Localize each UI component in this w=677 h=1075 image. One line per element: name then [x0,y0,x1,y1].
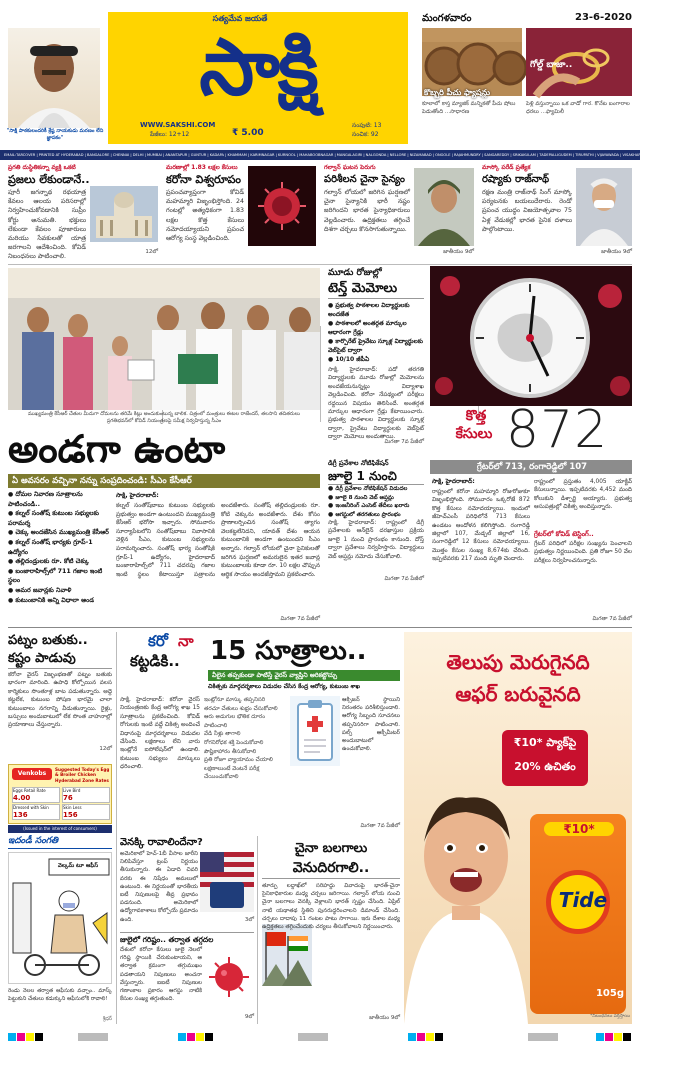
promo2-caption[interactable]: గోల్డ్ బాజా.. [530,60,573,70]
lead-photo[interactable] [8,268,320,410]
tenth-bullets [328,301,424,364]
new-cases-label2: కేసులు [455,426,493,442]
new-cases-number: 872 [506,400,609,460]
masthead-title: సాక్షి [199,22,317,113]
tide-pack-price: ₹10* [544,822,614,836]
tenth-ref: మిగతా 7వ పేజీలో [384,439,424,445]
cases-text1: రాష్ట్రంలో కరోనా మహమ్మారి రోజురోజుకూ విజృంభిస్తోంది. సోమవారం ఒక్కరోజే 872 కొత్త కేసులు నమోదయ్యాయి. ఇందులో జీహెచ్‌ఎంసీ పరిధిలోనే 713 కేసులు ఉండటం ఆందోళన కలిగిస్తోంది. రంగారెడ్డి జిల్లాలో 107, మేడ్చల్ జిల్లాలో 16, సంగారెడ్డిలో 12 కేసులు నమోదయ్యాయి. మొత్తం కేసుల సంఖ్య 8,674కు చేరింది. ఇప్పటివరకు 217 మంది మృతి చెందారు. [432,489,530,563]
story-title: కరోనా విశ్వరూపం [166,173,241,186]
cartoon[interactable] [8,836,112,1024]
city-life-story[interactable] [8,632,112,760]
venakki-ref: 3లో [244,917,254,923]
rajnath-photo [576,168,632,246]
egg-row-label: Live Bird [63,788,81,793]
tenth-top: మూడు రోజుల్లో [328,268,382,278]
sutras-pre3: కట్టడికి.. [130,652,180,670]
us-flag-passport-photo [200,852,254,912]
editions-strip: EMAIL:TARCOVER | PRINTED AT HYDERABAD | BANGALORE | CHENNAI | DELHI | MUMBAI | ANANTAPUR | GUNTUR | KADAPA | KHAMMAM | KARIMNAGAR | KURNOOL | MAHABOOBNAGAR | MANGALAGIRI | NALGONDA | NELLORE | NIZAMABAD | ONGOLE | RAJAHMUNDRY | SANGAREDDY | SRIKAKULAM | TADEPALLIGUDEM | TIRUPATHI | VIJAYAWADA | VISAKHAPATNAM | WARANGAL [0,150,640,160]
price: ₹ 5.00 [232,128,264,138]
divider [257,836,258,1024]
cartoon-masthead: ఇదండీ సంగతి [8,836,112,849]
lead-bullet: ● తల్లిదండ్రులకు రూ. కోటి చెక్కు [8,557,112,567]
divider [320,326,321,422]
sutras-text2: ఆక్సిజన్ స్థాయిని నిరంతరం పరిశీలిస్తుండాలి. ఆరోగ్య సిబ్బంది సూచనలు తప్పనిసరిగా పాటించాలి. పల్స్ ఆక్సీమీటర్ అందుబాటులో ఉంచుకోవాలి. [342,697,400,753]
tenth-memo-story[interactable] [328,266,424,456]
story-ref: 12లో [145,249,158,255]
degree-bullet: ● ఆగస్టులో తరగతులు ప్రారంభం [328,511,424,520]
degree-text: సాక్షి, హైదరాబాద్: రాష్ట్రంలో డిగ్రీ ప్రవేశాలకు ఆన్‌లైన్ దరఖాస్తుల ప్రక్రియ జూలై 1 నుంచి ప్రారంభం కానుంది. దోస్త్ ద్వారా ప్రవేశాలు నిర్వహిస్తారు. విద్యార్థులు వెబ్ ఆప్షన్లు నమోదు చేసుకోవాలి. [328,520,424,560]
cases-text3: గ్రేటర్ పరిధిలో పరీక్షల సంఖ్యను పెంచాలని ప్రభుత్వం నిర్ణయించింది. ప్రతి రోజూ 50 వేల పరీక్షలు నిర్వహించనున్నారు. [534,541,632,564]
lead-bullet: ● కల్నల్ సంతోష్ భార్యకు గ్రూప్-1 ఉద్యోగం [8,538,112,557]
tide-headline1: తెలుపు మెరుగైనది [446,650,590,674]
story-title: పరిశీలన చైనా సైన్యం [324,174,405,185]
clock-photo [430,266,632,406]
top-stories-row [0,162,640,262]
sutras-ref: మిగతా 7వ పేజీలో [360,823,400,829]
degree-bullet: ● ఇంజనీరింగ్ ఎంసెట్ తేదీలు ఖరారు [328,502,424,511]
divider [116,632,117,1024]
cartoon-caption: రెండు నెలల తర్వాత ఆఫీసుకు వచ్చాం.. మాస్క్ పెట్టుకుని చేతులు కడుక్కుని ఆఫీసులోకి రావాలి! [8,988,112,1002]
degree-title: జూలై 1 నుంచి [328,468,424,485]
masthead-motto: సత్యమేవ జయతే [212,14,268,23]
story-text: ప్రపంచవ్యాప్తంగా కోవిడ్ మహమ్మారి విజృంభిస్తోంది. 24 గంటల్లో అత్యధికంగా 1.83 లక్షల కొత్త కేసులు నమోదయ్యాయని ప్రపంచ ఆరోగ్య సంస్థ వెల్లడించింది. [166,189,244,243]
china-ref: జాతీయం 9లో [369,1015,400,1021]
lead-bullets [8,490,112,605]
sutras-list-item: లక్షణాలుంటే వెంటనే పరీక్ష చేయించుకోవాలి [204,765,260,781]
tide-footnote: *నిబంధనలు వర్తిస్తాయి [590,1014,630,1019]
egg-row-value: 76 [63,794,73,802]
lead-bullet: ● కల్నల్ సంతోష్ కుటుంబ సభ్యులకు పరామర్శ [8,509,112,528]
sutras-list-item: ఆరు అడుగుల భౌతిక దూరం పాటించాలి [204,714,266,729]
china-title1: చైనా బలగాలు [294,841,368,856]
pages-count: పేజీలు: 12+12 [150,131,190,138]
degree-top: డిగ్రీ ప్రవేశాల నోటిఫికేషన్ [328,459,389,467]
egg-rates-ad[interactable] [8,764,112,824]
sutras-list [204,696,290,782]
volume: సంపుటి: 13 [352,122,382,129]
story-tag: మాస్కో పరేడ్ ప్రత్యేక [482,164,531,171]
egg-row-live [62,787,110,803]
tenth-bullet: ● పాఠశాలలో అంతర్గత మార్కుల ఆధారంగా గ్రేడ్లు [328,319,424,337]
story-supreme-court[interactable] [8,164,158,260]
website: WWW.SAKSHI.COM [140,121,216,129]
tenth-bullet: ● 10/10 జీపీఏ [328,355,424,364]
tide-ad[interactable] [404,632,632,1024]
venakki-story[interactable] [120,836,254,926]
city-ref: 12లో [99,746,112,752]
story-ref: జాతీయం 9లో [601,249,632,255]
july-text: దేశంలో కరోనా కేసులు జులై నెలలో గరిష్ట స్థాయికి చేరుకుంటాయని, ఆ తర్వాత క్రమంగా తగ్గుముఖం పడతాయని నిపుణులు అంచనా వేస్తున్నారు. ఐఐటీ నిపుణుల గణాంకాల ప్రకారం ఆగస్టు నాటికి కేసుల సంఖ్య తగ్గుతుంది. [120,947,202,1003]
degree-bullet: ● జూలై 8 నుంచి వెబ్ ఆప్షన్లు [328,494,424,503]
tide-brand: Tide [558,888,608,912]
supreme-court-photo [90,186,158,242]
cases-subline: గ్రేటర్‌లో 713, రంగారెడ్డిలో 107 [476,462,588,472]
story-ref: జాతీయం 9లో [443,249,474,255]
sutras-sub1: వీలైన తప్పకుండా పాటిస్తే వైరస్ వ్యాప్తిని అరికట్టొచ్చు [208,670,400,681]
degree-bullets [328,485,424,519]
lead-photo-caption: ముఖ్యమంత్రి కేసీఆర్ చేతుల మీదుగా దోమలను తరిమే కిట్లు అందుకుంటున్న బాలిక. చిత్రంలో మంత్రులు ఈటల రాజేందర్, తలసాని తదితరులు [27,411,301,417]
story-tag: గల్వాన్ ఘటన పెరుగు [324,164,376,171]
story-text: పూరీ జగన్నాథ రథయాత్ర కేవలం ఆలయ పరిసరాల్లో నిర్వహించుకోవడానికి సుప్రీం కోర్టు అనుమతి. భక్తులు లేకుండా కేవలం పూజారులు మరియు సేవకులతో యాత్ర జరగాలని ఆదేశించింది. కోవిడ్ నిబంధనలు పాటించాలి. [8,189,86,261]
egg-brand: Venkobs [12,768,52,780]
cartoon-artist: శ్రీధర్ [102,1016,112,1022]
divider [8,627,632,628]
story-corona[interactable] [166,164,316,260]
july-title: జులైలో గరిష్టం.. తర్వాత తగ్గదల [120,935,214,944]
sutras-story[interactable] [120,632,400,832]
tide-weight: 105g [595,988,624,999]
july-peak-story[interactable] [120,932,254,1024]
cases-byline: సాక్షి, హైదరాబాద్: [432,478,475,485]
lead-bullet: ● దోమల నివారణ సూత్రాలను పాటించండి.. [8,490,112,509]
egg-row-value: 136 [13,811,28,819]
promo1-caption[interactable]: కొబ్బరి పీచు ఫ్యాషన్లు [424,88,490,97]
story-rajnath[interactable] [482,164,632,260]
lead-bullet: ● కుటుంబానికి అన్ని విధాలా అండ [8,596,112,606]
city-title1: పట్నం బతుకు.. [8,633,88,648]
tenth-title: టెన్త్ మెమోలు [328,280,424,299]
sutras-list-item: రోగనిరోధక శక్తి పెంచుకోవాలి [204,739,264,746]
tenth-text: సాక్షి, హైదరాబాద్: పదో తరగతి విద్యార్థులకు మూడు రోజుల్లో మెమోలను అందజేయనున్నట్లు విద్యాశాఖ వెల్లడించింది. కరోనా నేపథ్యంలో పరీక్షలు రద్దయిన విషయం తెలిసిందే. అంతర్గత మార్కుల ఆధారంగా గ్రేడ్లు కేటాయించారు. ప్రభుత్వ పాఠశాలల విద్యార్థులకు స్కూళ్ల ద్వారా, ప్రైవేటు విద్యార్థులకు వెబ్‌సైట్ ద్వారా మెమోలు అందుతాయి. [328,367,424,441]
cases-ref: మిగతా 7వ పేజీలో [592,616,632,622]
issue-number: సంచిక: 92 [352,131,379,138]
tide-offer: ₹10* ప్యాక్‌పై [513,736,577,749]
story-china-army[interactable] [324,164,474,260]
portrait-photo [8,28,100,128]
story-text: గల్వాన్ లోయలో జరిగిన ఘర్షణలో చైనా సైన్యానికి భారీ నష్టం జరిగిందని భారత సైన్యాధికారులు వెల్లడించారు. ఉద్రిక్తతలు తగ్గించే దిశగా చర్చలు కొనసాగుతున్నాయి. [324,189,410,233]
sutras-pre1: కరో [148,632,168,650]
lead-bullets-box [8,490,112,624]
promo2-sub: పెళ్లి వస్తున్నాయి ఒక వాడో గార. కొనేట బంగారాల ధరలు ...ఫ్యామిలీ [526,101,630,115]
promo1-sub: కూలాలో కాస్త మ్యాజిక్ మన్నికతో పీచు షోలు పెడుతోంది ...సాధారణ [422,101,516,115]
china-title2: వెనుదిరగాలి.. [262,858,400,879]
story-ref: విదేశాలు 9లో [286,249,316,255]
city-title2: కష్టం పాడువు [8,650,112,669]
sutras-text1: సాక్షి, హైదరాబాద్: కరోనా వైరస్ నియంత్రణకు కేంద్ర ఆరోగ్య శాఖ 15 సూత్రాలను ప్రకటించింది. కోవిడ్ రోగులకు ఇంటి వద్దే చికిత్స అందించే విధానంపై మార్గదర్శకాలు విడుదల చేసింది. లక్షణాలు లేని వారు ఇంట్లోనే ఐసోలేషన్‌లో ఉండాలి. కుటుంబ సభ్యులు మాస్కులు ధరించాలి. [120,697,200,771]
cases-subhead2: గ్రేటర్‌లో కోవిడ్ టెస్టింగ్.. [534,530,594,538]
egg-row-label: Eggs Retail Rate [13,788,46,793]
sutras-list-item: తరచూ చేతులు శుభ్రం చేసుకోవాలి [204,705,278,712]
china-story[interactable] [262,840,400,1024]
virus-illustration [204,949,254,1005]
egg-row-value: 156 [63,811,78,819]
sutras-list-item: వేడి నీళ్లు తాగాలి [204,731,241,738]
weekday: మంగళవారం [422,13,472,24]
tenth-bullet: ● ప్రభుత్వ పాఠశాలల విద్యార్థులకు అందజేత [328,301,424,319]
egg-footer: (Issued in the interest of consumers) [8,825,112,833]
lead-body: కల్నల్ సంతోష్‌బాబు కుటుంబ సభ్యులకు ప్రభుత్వం అండగా ఉంటుందని ముఖ్యమంత్రి కేసీఆర్ భరోసా ఇచ్చారు. సోమవారం సూర్యాపేటలోని సంతోష్‌బాబు నివాసానికి వెళ్లిన సీఎం, కుటుంబ సభ్యులను పరామర్శించారు. సంతోష్ భార్య సంతోషికి గ్రూప్-1 ఉద్యోగం, హైదరాబాద్ బంజారాహిల్స్‌లో 711 చదరపు గజాల ఇంటి స్థలం కేటాయిస్తూ పత్రాలను అందజేశారు. సంతోష్ తల్లిదండ్రులకు రూ. కోటి చెక్కును అందజేశారు. దేశం కోసం ప్రాణాలర్పించిన సంతోష్ త్యాగం వెలకట్టలేనిదని, యావత్ దేశం ఆయన కుటుంబానికి అండగా ఉంటుందని సీఎం అన్నారు. గల్వాన్ లోయలో చైనా సైనికులతో జరిగిన ఘర్షణలో అమరులైన ఇతర జవాన్ల కుటుంబాలకు కూడా రూ. 10 లక్షల చొప్పున ఆర్థిక సాయం అందజేస్తామని ప్రకటించారు. [116,503,320,578]
egg-row-dressed [12,804,60,820]
degree-story[interactable] [328,458,424,624]
virus-photo [248,166,316,246]
portrait-quote: "సాక్షి పాఠకులందరికీ శ్రేష్ఠ నాయకుడు మరణం లేని జ్ఞాపకం" [6,128,104,141]
egg-title: Suggested Today's Egg & Broiler Chicken Hyderabad Zone Rates [55,767,110,783]
story-tag: ప్రగతి దుస్థితికన్నా వ్యక్తి ఒకటి [8,164,76,171]
story-title: ప్రజలు లేకుండానే.. [8,173,90,186]
tide-offer2: 20% ఉచితం [514,760,576,773]
egg-row-skinless [62,804,110,820]
print-color-strip [8,1028,632,1040]
lead-headline: అండగా ఉంటా [8,427,226,471]
lead-bullet: ● చెక్కు అందజేసిన ముఖ్యమంత్రి కేసీఆర్ [8,528,112,538]
tenth-bullet: ● కార్పొరేట్ ప్రైవేటు స్కూళ్ల విద్యార్థులకు వెబ్‌సైట్ ద్వారా [328,337,424,355]
egg-row-eggs [12,787,60,803]
masthead [0,0,640,152]
lead-byline: సాక్షి, హైదరాబాద్: [116,492,159,499]
lead-photo-caption2: ప్రగతిభవన్‌లో కోవిడ్ నియంత్రణపై సమీక్ష నిర్వహిస్తున్న సీఎం [106,418,222,424]
soldier-photo [414,168,474,246]
medical-clipboard-illustration [290,696,340,766]
venakki-title: వెనక్కి రావాలిందేనా? [120,837,203,848]
new-cases-label1: కొత్త [465,408,487,424]
cases-text2: రాష్ట్రంలో ప్రస్తుతం 4,005 యాక్టివ్ కేసులున్నాయి. ఇప్పటివరకు 4,452 మంది కోలుకుని డిశ్చార్జి అయ్యారు. ప్రభుత్వ ఆసుపత్రుల్లో చికిత్స అందిస్తున్నారు. [534,479,632,511]
story-title: రష్యాకు రాజ్‌నాథ్ [482,174,550,185]
china-text: తూర్పు లద్దాఖ్‌లో సరిహద్దు వివాదంపై భారత్-చైనా సైనికాధికారుల మధ్య చర్చలు జరిగాయి. గల్వాన్ లోయ నుంచి చైనా బలగాలు వెనక్కి వెళ్లాలని భారత్ స్పష్టం చేసింది. ఏప్రిల్ నాటి యథాతథ స్థితిని పునరుద్ధరించాలని డిమాండ్ చేసింది. చర్చలు దాదాపు 11 గంటల పాటు సాగాయి. ఇరు దేశాల మధ్య ఉద్రిక్తతలు తగ్గించేందుకు చర్యలు తీసుకోవాలని నిర్ణయించారు. [262,883,400,931]
sutras-pre2: నా [178,632,194,650]
sutras-list-item: ప్రతి రోజూ వ్యాయామం చేయాలి [204,757,273,764]
promo-coir-photo[interactable] [422,28,522,96]
story-tag: మరణాల్లో 1.83 లక్షల కేసులు [166,164,238,171]
egg-row-value: 4.00 [13,794,31,802]
egg-row-label: Dressed with Skin [13,805,49,810]
date: 23-6-2020 [574,12,632,23]
child-photo [404,782,534,1024]
july-ref: 9లో [244,1014,254,1020]
egg-row-label: Skin Less [63,805,82,810]
lead-subhead: ఏ అవసరం వచ్చినా నన్ను సంప్రదించండి: సీఎం కేసీఆర్ [12,476,192,486]
sutras-sub2: చికిత్సకు మార్గదర్శకాలు విడుదల చేసిన కేంద్ర ఆరోగ్య, కుటుంబ శాఖ [208,684,361,690]
sutras-title: 15 సూత్రాలు.. [210,636,367,666]
degree-ref: మిగతా 7వ పేజీలో [384,576,424,582]
degree-bullet: ● డిగ్రీ ప్రవేశాల నోటిఫికేషన్ విడుదల [328,485,424,494]
city-text: కరోనా వైరస్ విజృంభణతో పట్నం బతుకు భారంగా మారింది. ఉపాధి కోల్పోయిన వలస కార్మికులు సొంతూళ్ల బాట పడుతున్నారు. అద్దె కట్టలేక, కుటుంబ పోషణ భారమై చాలా కుటుంబాలు నగరాన్ని వీడుతున్నాయి. రైళ్లు, బస్సులు అందుబాటులో లేక సొంత వాహనాల్లో ప్రయాణాలు చేస్తున్నారు. [8,672,112,729]
divider [8,264,632,265]
sutras-list-item: ఇంట్లోనూ మాస్కు తప్పనిసరి [204,697,266,703]
sutras-list-item: పౌష్టికాహారం తీసుకోవాలి [204,748,257,755]
lead-bullet: ● అమర జవాన్లకు నివాళి [8,586,112,596]
lead-ref: మిగతా 7వ పేజీలో [280,616,320,622]
venakki-text: అమెరికాలో హెచ్-1బీ వీసాల జారీని నిలిపివేస్తూ ట్రంప్ నిర్ణయం తీసుకున్నారు. ఈ ఏడాది చివరి వరకు ఈ నిషేధం అమలులో ఉంటుంది. ఈ నిర్ణయంతో భారతీయ ఐటీ నిపుణులపై తీవ్ర ప్రభావం పడనుంది. అమెరికాలో ఉద్యోగావకాశాలు కోల్పోయే ప్రమాదం ఉంది. [120,851,198,923]
cartoon-sign: వెల్కమ్ టూ ఆఫీస్ [57,863,99,869]
tide-headline2: ఆఫర్ బరువైనది [455,682,581,706]
lead-bullet: ● బంజారాహిల్స్‌లో 711 గజాల ఇంటి స్థలం [8,567,112,586]
story-text: రక్షణ మంత్రి రాజ్‌నాథ్ సింగ్ మాస్కో పర్యటనకు బయలుదేరారు. రెండో ప్రపంచ యుద్ధం విజయోత్సవాల 75 ఏళ్ల వేడుకల్లో భారత సైనిక దళాలు పాల్గొంటాయి. [482,189,572,233]
